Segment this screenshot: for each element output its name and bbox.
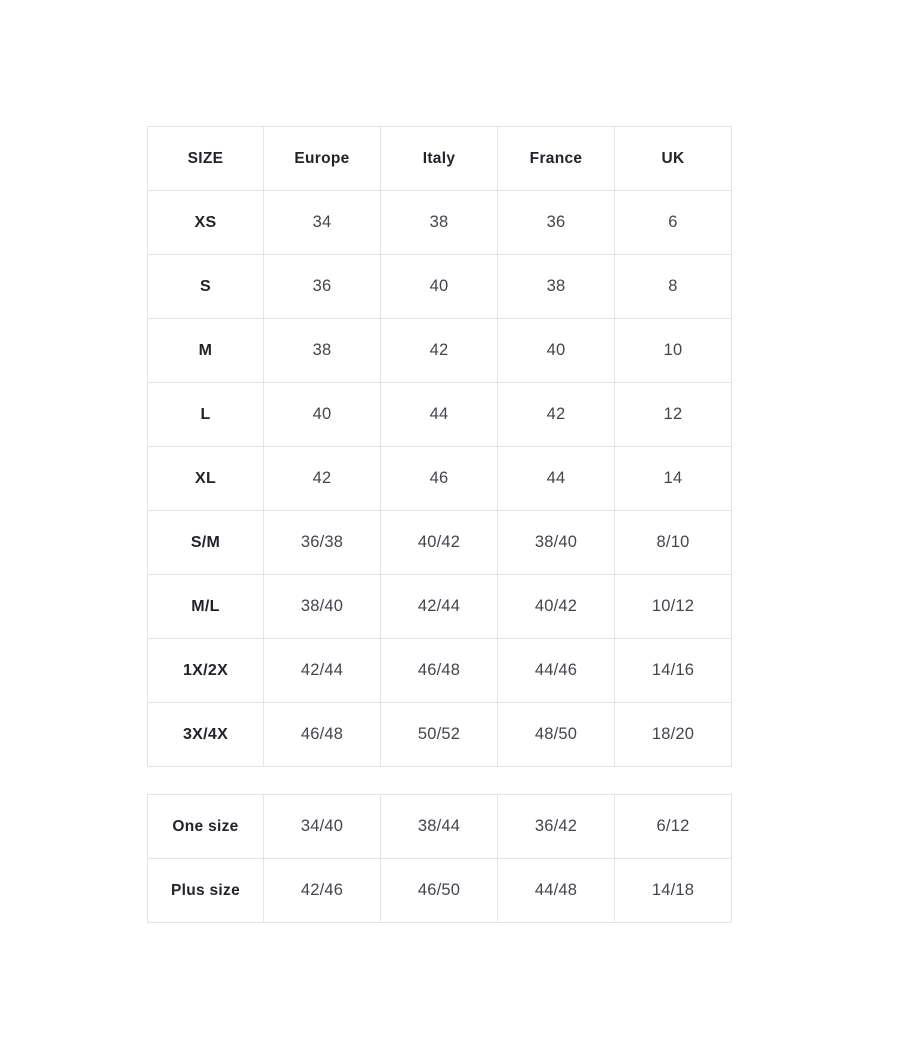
table-row <box>148 511 732 575</box>
cell-france: 44 <box>498 447 615 511</box>
cell-france: 44/46 <box>498 639 615 703</box>
cell-france: 38 <box>498 255 615 319</box>
special-sizes-table-container <box>147 794 732 923</box>
row-label: L <box>148 383 264 447</box>
cell-europe: 38/40 <box>264 575 381 639</box>
cell-france: 42 <box>498 383 615 447</box>
cell-europe: 42 <box>264 447 381 511</box>
cell-uk: 12 <box>615 383 732 447</box>
cell-italy: 50/52 <box>381 703 498 767</box>
cell-europe: 36/38 <box>264 511 381 575</box>
cell-france: 44/48 <box>498 859 615 923</box>
cell-europe: 34/40 <box>264 795 381 859</box>
cell-italy: 42/44 <box>381 575 498 639</box>
cell-france: 36 <box>498 191 615 255</box>
cell-uk: 14/16 <box>615 639 732 703</box>
table-row <box>148 447 732 511</box>
cell-uk: 8 <box>615 255 732 319</box>
size-conversion-table <box>147 126 732 767</box>
cell-france: 36/42 <box>498 795 615 859</box>
cell-italy: 46/50 <box>381 859 498 923</box>
row-label: Plus size <box>148 859 264 923</box>
cell-uk: 6 <box>615 191 732 255</box>
row-label: One size <box>148 795 264 859</box>
row-label: XL <box>148 447 264 511</box>
cell-uk: 14/18 <box>615 859 732 923</box>
cell-europe: 38 <box>264 319 381 383</box>
cell-uk: 10/12 <box>615 575 732 639</box>
cell-uk: 18/20 <box>615 703 732 767</box>
cell-europe: 36 <box>264 255 381 319</box>
special-sizes-table <box>147 794 732 923</box>
column-header-uk: UK <box>615 127 732 191</box>
table-body <box>148 795 732 923</box>
cell-uk: 8/10 <box>615 511 732 575</box>
column-header-europe: Europe <box>264 127 381 191</box>
cell-uk: 6/12 <box>615 795 732 859</box>
cell-uk: 14 <box>615 447 732 511</box>
cell-italy: 46 <box>381 447 498 511</box>
cell-italy: 40/42 <box>381 511 498 575</box>
cell-italy: 42 <box>381 319 498 383</box>
cell-italy: 38/44 <box>381 795 498 859</box>
cell-europe: 42/46 <box>264 859 381 923</box>
row-label: S <box>148 255 264 319</box>
table-row <box>148 639 732 703</box>
cell-france: 38/40 <box>498 511 615 575</box>
column-header-france: France <box>498 127 615 191</box>
cell-france: 48/50 <box>498 703 615 767</box>
size-conversion-table-container <box>147 126 732 767</box>
row-label: 1X/2X <box>148 639 264 703</box>
table-body <box>148 191 732 767</box>
table-header <box>148 127 732 191</box>
column-header-size: SIZE <box>148 127 264 191</box>
cell-europe: 34 <box>264 191 381 255</box>
row-label: M <box>148 319 264 383</box>
table-row <box>148 191 732 255</box>
row-label: XS <box>148 191 264 255</box>
table-header-row <box>148 127 732 191</box>
cell-italy: 46/48 <box>381 639 498 703</box>
table-row <box>148 703 732 767</box>
row-label: 3X/4X <box>148 703 264 767</box>
cell-italy: 44 <box>381 383 498 447</box>
table-row <box>148 575 732 639</box>
table-row <box>148 383 732 447</box>
table-row <box>148 319 732 383</box>
cell-france: 40/42 <box>498 575 615 639</box>
cell-italy: 38 <box>381 191 498 255</box>
table-row <box>148 255 732 319</box>
cell-europe: 46/48 <box>264 703 381 767</box>
table-row <box>148 859 732 923</box>
cell-italy: 40 <box>381 255 498 319</box>
table-row <box>148 795 732 859</box>
row-label: S/M <box>148 511 264 575</box>
row-label: M/L <box>148 575 264 639</box>
cell-europe: 42/44 <box>264 639 381 703</box>
cell-europe: 40 <box>264 383 381 447</box>
cell-france: 40 <box>498 319 615 383</box>
column-header-italy: Italy <box>381 127 498 191</box>
cell-uk: 10 <box>615 319 732 383</box>
